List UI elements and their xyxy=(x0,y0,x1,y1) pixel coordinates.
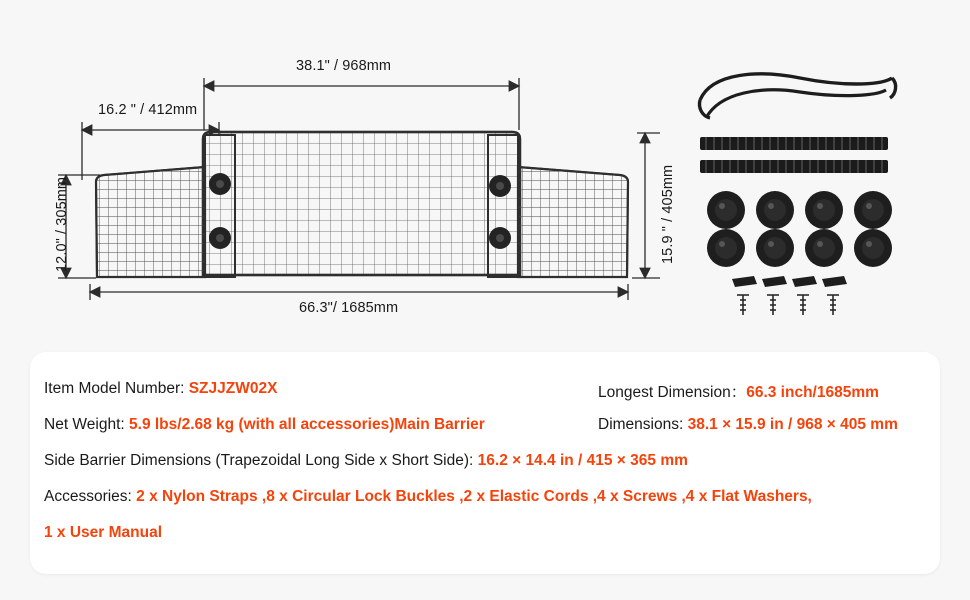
specification-card xyxy=(30,352,940,574)
spec-side-dimensions xyxy=(44,452,688,470)
spec-accessories-value: 2 x Nylon Straps ,8 x Circular Lock Buckles ,2 x Elastic Cords ,4 x Screws ,4 x Flat Washers, xyxy=(136,488,812,505)
spec-accessories-label: Accessories: xyxy=(44,488,137,505)
flat-washers xyxy=(732,276,847,287)
spec-accessories-cont xyxy=(44,524,162,542)
spec-weight-label: Net Weight: xyxy=(44,416,130,433)
screws xyxy=(737,295,839,315)
spec-weight xyxy=(44,416,485,434)
dimline-overall-width xyxy=(90,284,628,300)
spec-main-dim-label: Dimensions: xyxy=(598,416,688,433)
dimline-right-height xyxy=(632,133,660,278)
dim-label-top-width: 38.1" / 968mm xyxy=(296,58,392,74)
spec-model xyxy=(44,380,277,398)
dimline-top-width xyxy=(204,78,519,130)
dim-label-right-height: 15.9 " / 405mm xyxy=(660,164,676,264)
spec-longest-value: 66.3 inch/1685mm xyxy=(746,384,879,401)
dim-label-side-width: 16.2 " / 412mm xyxy=(98,102,198,118)
main-barrier-panel xyxy=(203,132,520,275)
spec-longest xyxy=(598,380,879,402)
spec-side-label: Side Barrier Dimensions (Trapezoidal Long Side x Short Side): xyxy=(44,452,478,469)
spec-side-value: 16.2 × 14.4 in / 415 × 365 mm xyxy=(477,452,688,469)
nylon-strap-2 xyxy=(700,160,888,173)
spec-model-label: Item Model Number: xyxy=(44,380,189,397)
right-side-panel xyxy=(518,167,628,277)
spec-accessories xyxy=(44,488,812,506)
spec-longest-label: Longest Dimension： xyxy=(598,384,747,401)
elastic-cord-2 xyxy=(706,90,886,118)
circular-lock-buckles xyxy=(707,191,892,267)
spec-weight-value: 5.9 lbs/2.68 kg (with all accessories)Main Barrier xyxy=(129,416,485,433)
spec-accessories-value-2: 1 x User Manual xyxy=(44,524,163,541)
dim-label-overall-width: 66.3"/ 1685mm xyxy=(299,300,399,316)
left-side-panel xyxy=(96,167,205,277)
nylon-strap-1 xyxy=(700,137,888,150)
spec-model-value: SZJJZW02X xyxy=(188,380,278,397)
dim-label-left-height: 12.0" / 305mm xyxy=(54,176,70,272)
accessories-illustration xyxy=(699,74,895,315)
spec-main-dimensions xyxy=(598,416,898,434)
spec-main-dim-value: 38.1 × 15.9 in / 968 × 405 mm xyxy=(687,416,898,433)
